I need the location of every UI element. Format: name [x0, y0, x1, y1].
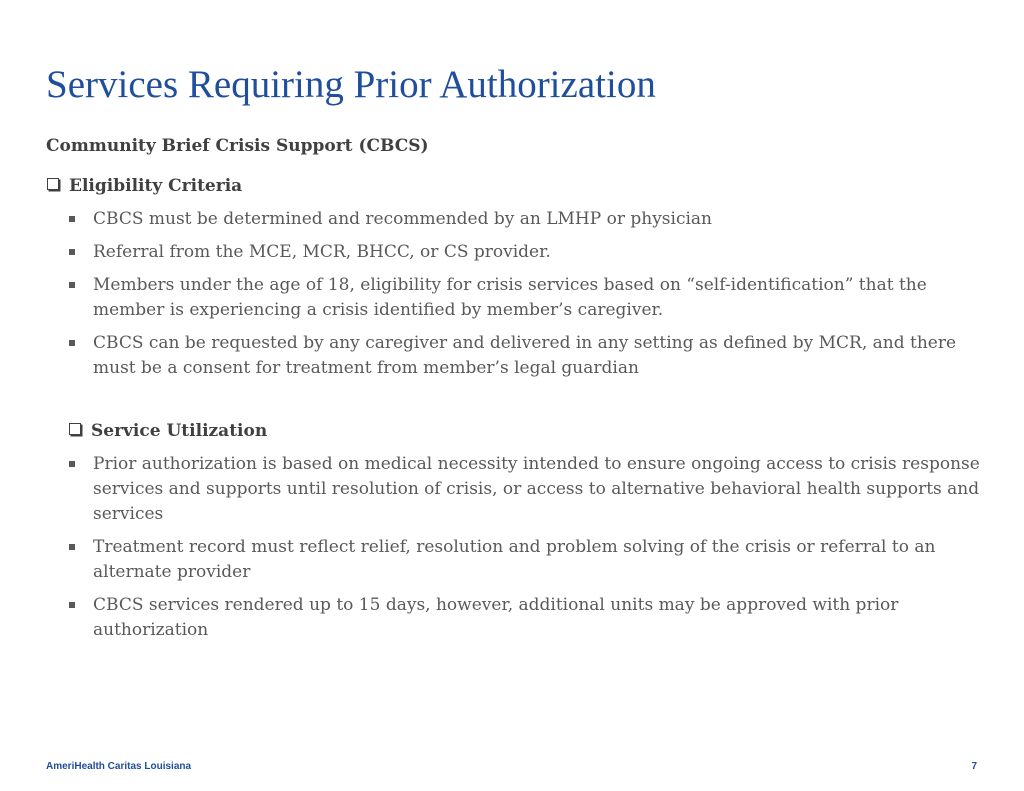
slide-title: Services Requiring Prior Authorization — [46, 63, 656, 106]
list-item-text: CBCS services rendered up to 15 days, however, additional units may be approved with prior authorization — [93, 595, 899, 640]
checkbox-square-icon — [47, 178, 59, 190]
eligibility-list — [68, 207, 988, 389]
footer-brand: AmeriHealth Caritas Louisiana — [46, 761, 192, 772]
slide-subtitle: Community Brief Crisis Support (CBCS) — [46, 136, 429, 156]
bullet-square-icon — [69, 544, 75, 550]
list-item — [68, 207, 988, 232]
bullet-square-icon — [69, 340, 75, 346]
list-item — [68, 452, 988, 527]
list-item-text: Prior authorization is based on medical necessity intended to ensure ongoing access to crisis response services and supports until resolution of crisis, or access to alternative behavioral health supports and services — [93, 454, 980, 524]
list-item-text: CBCS can be requested by any caregiver and delivered in any setting as defined by MCR, and there must be a consent for treatment from member’s legal guardian — [93, 333, 957, 378]
bullet-square-icon — [69, 282, 75, 288]
list-item-text: Referral from the MCE, MCR, BHCC, or CS provider. — [93, 242, 551, 262]
eligibility-heading — [47, 176, 242, 196]
bullet-square-icon — [69, 216, 75, 222]
page-number: 7 — [971, 761, 977, 772]
eligibility-heading-label: Eligibility Criteria — [69, 176, 243, 196]
utilization-heading — [69, 421, 267, 441]
checkbox-square-icon — [69, 423, 81, 435]
list-item — [68, 273, 988, 323]
utilization-list — [68, 452, 988, 651]
list-item — [68, 535, 988, 585]
bullet-square-icon — [69, 461, 75, 467]
list-item-text: CBCS must be determined and recommended by an LMHP or physician — [93, 209, 712, 229]
list-item — [68, 593, 988, 643]
list-item — [68, 331, 988, 381]
bullet-square-icon — [69, 602, 75, 608]
list-item — [68, 240, 988, 265]
utilization-heading-label: Service Utilization — [91, 421, 268, 441]
list-item-text: Members under the age of 18, eligibility for crisis services based on “self-identification” that the member is experiencing a crisis identified by member’s caregiver. — [93, 275, 927, 320]
list-item-text: Treatment record must reflect relief, resolution and problem solving of the crisis or referral to an alternate provider — [93, 537, 936, 582]
bullet-square-icon — [69, 249, 75, 255]
